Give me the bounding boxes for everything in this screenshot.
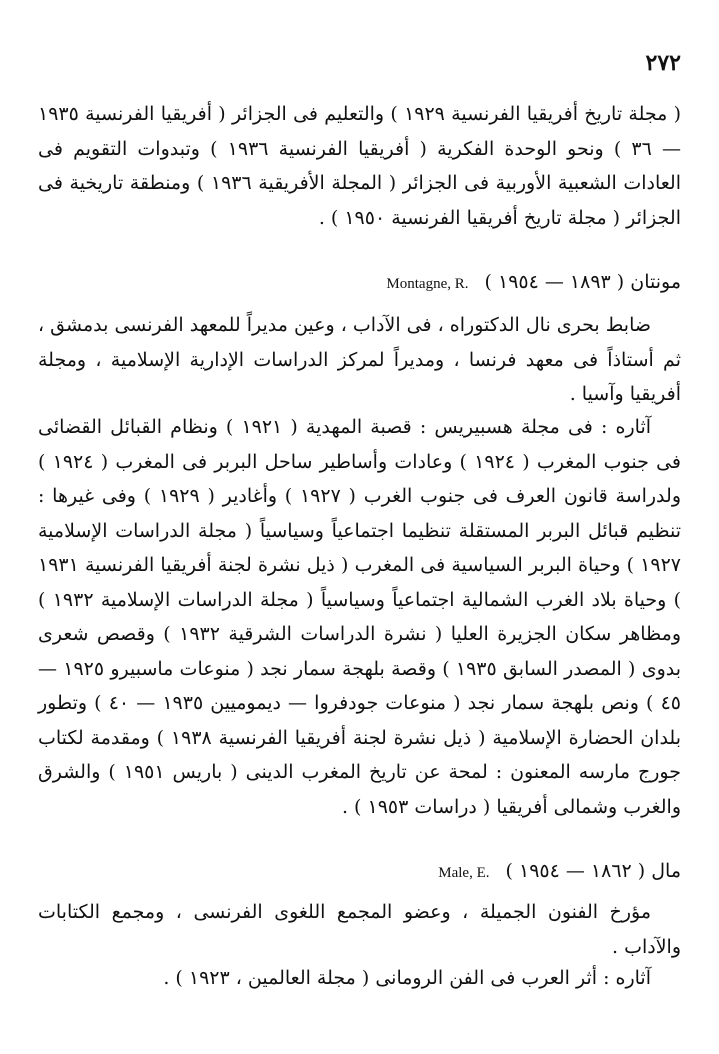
intro-paragraph: ( مجلة تاريخ أفريقيا الفرنسية ١٩٢٩ ) والتعليم فى الجزائر ( أفريقيا الفرنسية ١٩٣٥ — ٣٦ ) ونحو الوحدة الفكرية ( أفريقيا الفرنسية ١٩٣٦ ) وتبدوات التقويم فى العادات الشعبية الأوربية فى الجزائر ( المجلة الأفريقية ١٩٣٦ ) ومنطقة تاريخية فى الجزائر ( مجلة تاريخ أفريقيا الفرنسية ١٩٥٠ ) . — [38, 103, 682, 229]
entry-heading-arabic: مونتان ( ١٨٩٣ — ١٩٥٤ ) — [484, 271, 681, 293]
entry-heading-latin: Montagne, R. — [386, 276, 469, 292]
entry-bio-montagne: ضابط بحرى نال الدكتوراه ، فى الآداب ، وعين مديراً للمعهد الفرنسى بدمشق ، ثم أستاذاً فى معهد فرنسا ، ومديراً لمركز الدراسات الإدارية الإسلامية ، ومجلة أفريقيا وآسيا . — [38, 314, 681, 405]
entry-heading-male — [38, 856, 681, 888]
entry-works-male: آثاره : أثر العرب فى الفن الرومانى ( مجلة العالمين ، ١٩٢٣ ) . — [163, 967, 651, 989]
document-page — [38, 0, 681, 1054]
entry-works-montagne: آثاره : فى مجلة هسبيريس : قصبة المهدية ( ١٩٢١ ) ونظام القبائل القضائى فى جنوب المغرب ( ١٩٢٤ ) وعادات وأساطير ساحل البربر فى المغرب ( ١٩٢٤ ) ولدراسة قانون العرف فى جنوب الغرب ( ١٩٢٧ ) وأغادير ( ١٩٢٩ ) وفى غيرها : تنظيم قبائل البربر المستقلة تنظيما اجتماعياً وسياسياً ( مجلة الدراسات الإسلامية ١٩٢٧ ) وحياة البربر السياسية فى المغرب ( ذيل نشرة لجنة أفريقيا الفرنسية ١٩٣١ ) وحياة بلاد الغرب الشمالية اجتماعياً وسياسياً ( مجلة الدراسات الإسلامية ١٩٣٢ ) ومظاهر سكان الجزيرة العليا ( نشرة الدراسات الشرقية ١٩٣٢ ) وقصص شعرى بدوى ( المصدر السابق ١٩٣٥ ) وقصة بلهجة سمار نجد ( منوعات ماسبيرو ١٩٢٥ — ٤٥ ) ونص بلهجة سمار نجد ( منوعات جودفروا — ديموميين ١٩٣٥ — ٤٠ ) وتطور بلدان الحضارة الإسلامية ( ذيل نشرة لجنة أفريقيا الفرنسية ١٩٣٨ ) ومقدمة لكتاب جورج مارسه المعنون : لمحة عن تاريخ المغرب الدينى ( باريس ١٩٥١ ) والشرق والغرب وشمالى أفريقيا ( دراسات ١٩٥٣ ) . — [38, 416, 682, 818]
entry-heading-latin: Male, E. — [438, 865, 490, 881]
page-number: ٢٧٢ — [645, 50, 681, 76]
entry-heading-arabic: مال ( ١٨٦٢ — ١٩٥٤ ) — [505, 860, 681, 882]
entry-bio-male: مؤرخ الفنون الجميلة ، وعضو المجمع اللغوى الفرنسى ، ومجمع الكتابات والآداب . — [38, 901, 681, 958]
entry-heading-montagne — [38, 267, 681, 299]
